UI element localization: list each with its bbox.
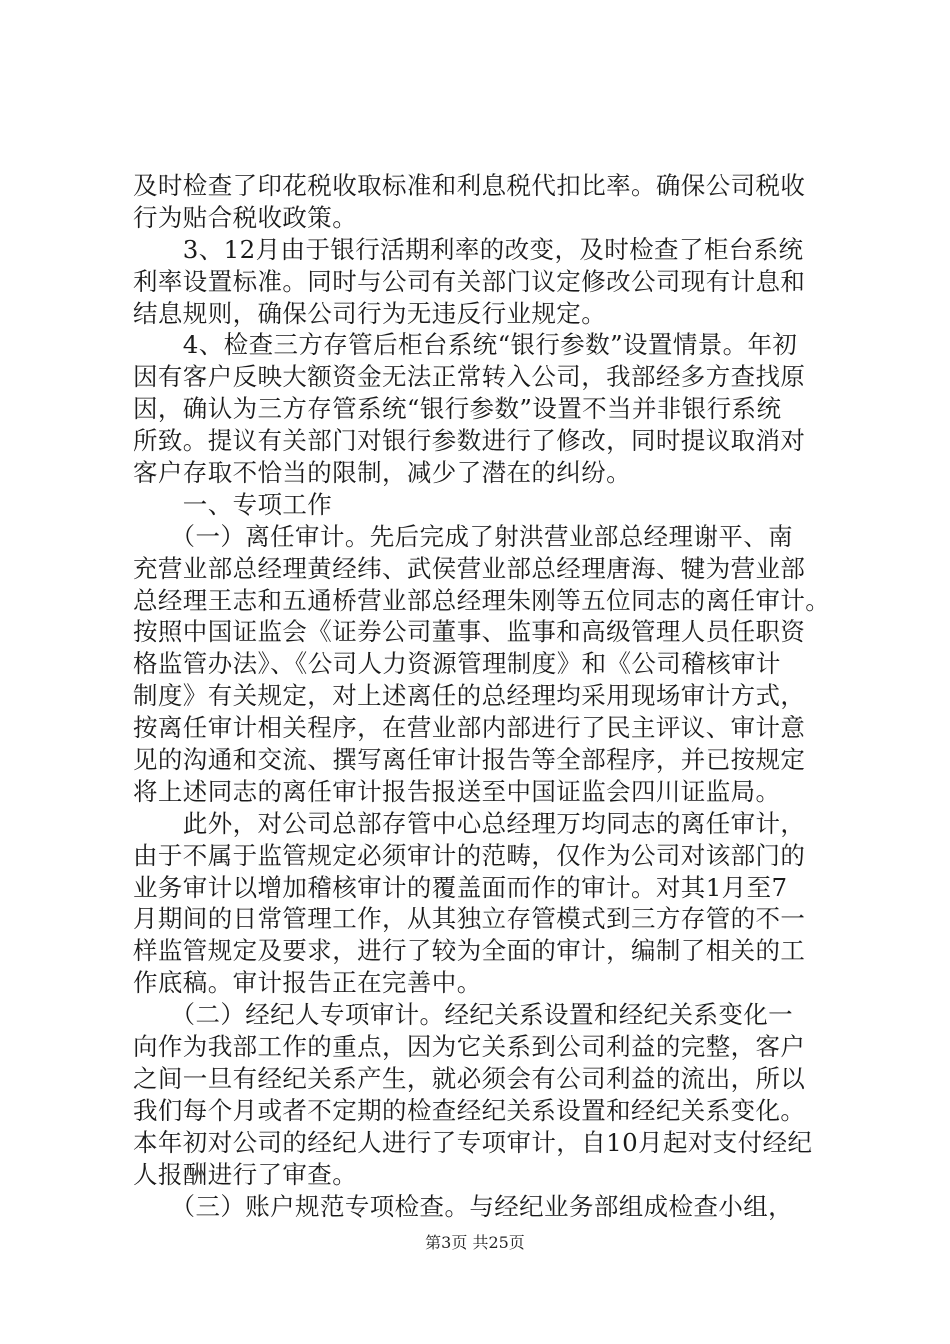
text-line: 所致。提议有关部门对银行参数进行了修改，同时提议取消对 — [133, 426, 806, 456]
section-heading: 一、专项工作 — [133, 489, 333, 519]
text-line: 3、12月由于银行活期利率的改变，及时检查了柜台系统 — [133, 234, 804, 264]
text-line: 人报酬进行了审查。 — [133, 1159, 358, 1189]
text-line: 业务审计以增加稽核审计的覆盖面而作的审计。对其1月至7 — [133, 872, 788, 902]
text-line: （二）经纪人专项审计。经纪关系设置和经纪关系变化一 — [133, 1000, 794, 1030]
text-line: 将上述同志的离任审计报告报送至中国证监会四川证监局。 — [133, 776, 781, 806]
text-line: 样监管规定及要求，进行了较为全面的审计，编制了相关的工 — [133, 936, 806, 966]
text-line: 行为贴合税收政策。 — [133, 202, 358, 232]
text-line: 月期间的日常管理工作，从其独立存管模式到三方存管的不一 — [133, 904, 806, 934]
text-line: 按离任审计相关程序，在营业部内部进行了民主评议、审计意 — [133, 713, 806, 743]
text-line: 制度》有关规定，对上述离任的总经理均采用现场审计方式， — [133, 681, 806, 711]
text-line: 结息规则，确保公司行为无违反行业规定。 — [133, 298, 607, 328]
text-line: 因，确认为三方存管系统“银行参数”设置不当并非银行系统 — [133, 394, 782, 424]
text-line: 向作为我部工作的重点，因为它关系到公司利益的完整，客户 — [133, 1032, 806, 1062]
text-line: 格监管办法》、《公司人力资源管理制度》和《公司稽核审计 — [133, 649, 781, 679]
text-line: 我们每个月或者不定期的检查经纪关系设置和经纪关系变化。 — [133, 1095, 806, 1125]
text-line: 4、检查三方存管后柜台系统“银行参数”设置情景。年初 — [133, 330, 798, 360]
text-line: （一）离任审计。先后完成了射洪营业部总经理谢平、南 — [133, 521, 794, 551]
text-line: 此外，对公司总部存管中心总经理万均同志的离任审计， — [133, 808, 806, 838]
text-line: 利率设置标准。同时与公司有关部门议定修改公司现有计息和 — [133, 266, 806, 296]
text-line: 及时检查了印花税收取标准和利息税代扣比率。确保公司税收 — [133, 171, 806, 200]
text-line: 由于不属于监管规定必须审计的范畴，仅作为公司对该部门的 — [133, 840, 806, 870]
text-line: 按照中国证监会《证券公司董事、监事和高级管理人员任职资 — [133, 617, 806, 647]
text-line: 本年初对公司的经纪人进行了专项审计，自10月起对支付经纪 — [133, 1127, 813, 1157]
text-line: （三）账户规范专项检查。与经纪业务部组成检查小组， — [133, 1191, 794, 1221]
document-body — [133, 170, 833, 1222]
page-number-footer: 第3页 共25页 — [425, 1233, 525, 1252]
text-line: 客户存取不恰当的限制，减少了潜在的纠纷。 — [133, 458, 631, 488]
text-line: 见的沟通和交流、撰写离任审计报告等全部程序，并已按规定 — [133, 745, 806, 775]
text-line: 总经理王志和五通桥营业部总经理朱刚等五位同志的离任审计。 — [133, 585, 831, 615]
text-line: 因有客户反映大额资金无法正常转入公司，我部经多方查找原 — [133, 362, 806, 392]
text-line: 充营业部总经理黄经纬、武侯营业部总经理唐海、犍为营业部 — [133, 553, 806, 583]
text-line: 作底稿。审计报告正在完善中。 — [133, 968, 482, 998]
text-line: 之间一旦有经纪关系产生，就必须会有公司利益的流出，所以 — [133, 1063, 806, 1093]
